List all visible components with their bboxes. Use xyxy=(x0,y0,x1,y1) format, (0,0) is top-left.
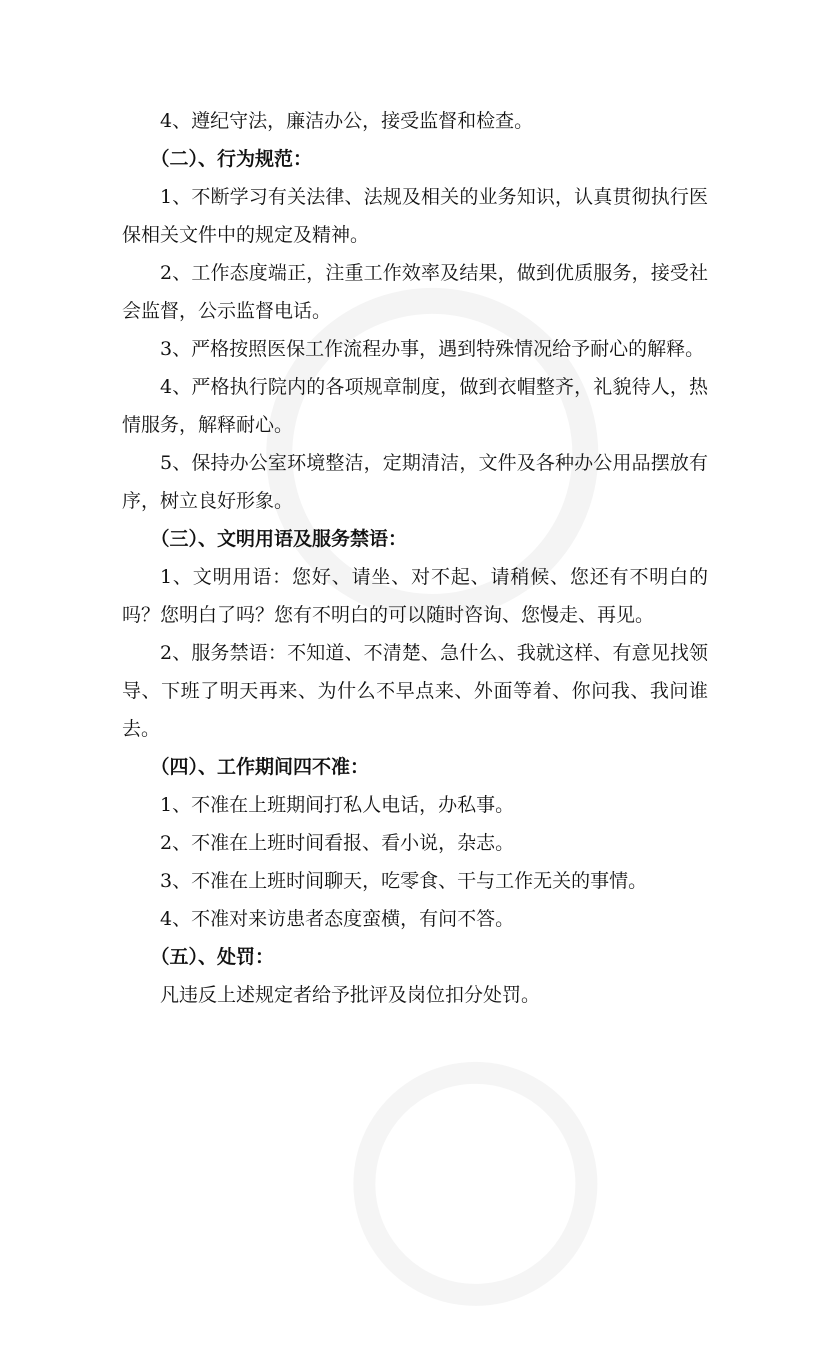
paragraph-item: 2、工作态度端正，注重工作效率及结果，做到优质服务，接受社会监督，公示监督电话。 xyxy=(122,262,708,322)
document-body xyxy=(122,102,708,1014)
paragraph-item: 3、不准在上班时间聊天，吃零食、干与工作无关的事情。 xyxy=(160,870,648,892)
paragraph-item: 4、严格执行院内的各项规章制度，做到衣帽整齐，礼貌待人，热情服务，解释耐心。 xyxy=(122,376,708,436)
section-heading: （四）、工作期间四不准： xyxy=(150,756,370,778)
section-heading: （五）、处罚： xyxy=(150,946,275,968)
section-heading: （三）、文明用语及服务禁语： xyxy=(150,528,408,550)
paragraph-item: 3、严格按照医保工作流程办事，遇到特殊情况给予耐心的解释。 xyxy=(160,338,705,360)
paragraph-item: 4、遵纪守法，廉洁办公，接受监督和检查。 xyxy=(160,110,534,132)
paragraph-item: 1、文明用语：您好、请坐、对不起、请稍候、您还有不明白的吗？您明白了吗？您有不明白的可以随时咨询、您慢走、再见。 xyxy=(122,566,708,626)
paragraph-item: 凡违反上述规定者给予批评及岗位扣分处罚。 xyxy=(160,984,541,1006)
paragraph-item: 1、不断学习有关法律、法规及相关的业务知识，认真贯彻执行医保相关文件中的规定及精神。 xyxy=(122,186,708,246)
paragraph-item: 4、不准对来访患者态度蛮横，有问不答。 xyxy=(160,908,515,930)
paragraph-item: 2、服务禁语：不知道、不清楚、急什么、我就这样、有意见找领导、下班了明天再来、为什么不早点来、外面等着、你问我、我问谁去。 xyxy=(122,642,708,740)
paragraph-item: 2、不准在上班时间看报、看小说，杂志。 xyxy=(160,832,515,854)
watermark-seal-lower xyxy=(305,1028,554,1252)
paragraph-item: 1、不准在上班期间打私人电话，办私事。 xyxy=(160,794,515,816)
section-heading: （二）、行为规范： xyxy=(150,148,313,170)
paragraph-item: 5、保持办公室环境整洁，定期清洁，文件及各种办公用品摆放有序，树立良好形象。 xyxy=(122,452,708,512)
